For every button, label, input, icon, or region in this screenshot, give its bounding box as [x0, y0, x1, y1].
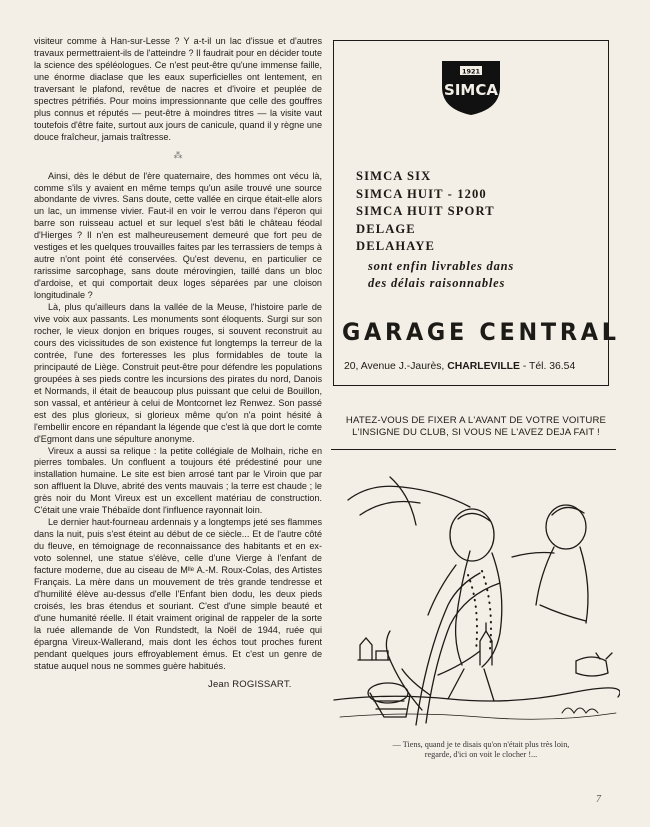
simca-logo-icon	[438, 57, 504, 117]
paragraph-5: Le dernier haut-fourneau ardennais y a longtemps jeté ses flammes dans la nuit, puis s'est éteint au début de ce siècle... Et de l'autre côté du fleuve, en témoignage de reconnaissance des habitants et en ex-voto solennel, une statue s'élève, celle d'une Vierge à l'enfant de facture moderne, due au ciseau de Mˡˡᵉ A.-M. Roux-Colas, des Artistes Français. La mère dans un mouvement de très grande tendresse et d'humilité élève au-dessus d'elle l'Enfant bien dodu, les deux pieds croisés, les bras étendus et souriant. C'est d'une simple beauté et d'une humanité réelle. Il était vraiment original de rappeler de la sorte la ruée allemande de Von Rundstedt, la Noël de 1944, ruée qui épargna Vireux-Wallerand, mais dont les échos tout proches furent pendant quelques jours effroyablement émus. Et c'est un genre de statue auquel nous ne sommes guère habitués.	[34, 517, 322, 671]
author-signature: Jean ROGISSART.	[208, 678, 292, 690]
tagline-line-2: des délais raisonnables	[368, 276, 506, 290]
model-item: DELAGE	[356, 221, 416, 236]
address-city: CHARLEVILLE	[447, 361, 520, 372]
page-number: 7	[596, 794, 601, 805]
article-column	[34, 36, 322, 690]
caption-line-2: regarde, d'ici on voit le clocher !...	[424, 750, 538, 759]
notice-divider	[331, 449, 616, 450]
paragraph-1: visiteur comme à Han-sur-Lesse ? Y a-t-il un lac d'issue et d'autres travaux permettraient-ils de l'atteindre ? Il faudrait pour en décider toute la science des spéléologues. Ce n'est peut-être qu'une immense faille, une énorme diaclase que les eaux superficielles ont lentement, en traversant le plafond, revêtue de nacres et d'ivoire et peuplée de spectres pétrifiés. Pour moins impressionnante que celle des gouffres plus connus et réputés — peut-être à moindres titres — la visite vaut toutefois d'être faite, surtout aux jours de canicule, quand il y règne une douce fraîcheur, jamais traîtresse.	[34, 36, 322, 142]
garage-name: GARAGE CENTRAL	[342, 318, 620, 346]
paragraph-4: Vireux a aussi sa relique : la petite collégiale de Molhain, riche en pierres tombales. Un confluent a toujours été prédestiné pour une installation humaine. Le site est bien arrosé tant par le Viroin que par son affluent la Dluve, abrité des vents mauvais ; la terre est chaude ; le grès noir du Mont Vireux est un excellent matériau de construction. C'était une vraie Thébaïde dont l'influence rayonnait loin.	[34, 445, 322, 516]
club-notice	[331, 415, 621, 439]
paragraph-3: Là, plus qu'ailleurs dans la vallée de la Meuse, l'histoire parle de vive voix aux passants. Les monuments sont éloquents. Surgi sur son rocher, le vieux donjon en briques rouges, si souvent reconstruit au cours des vicissitudes de son existence fut longtemps la terreur de la contrée, l'une des forteresses les plus formidables de toute la principauté de Liège. Construit peut-être pour défendre les populations groupées à ses pieds contre les incursions des pirates du nord, Danois et Normands, il était de beaucoup plus puissant que celui de Bouillon, son vassal, et antérieur à celui de Montcornet lez Renwez. Son passé est des plus glorieux, si glorieux même qu'on n'a point hésité à l'embellir encore en répandant la légende que c'est là que dort le comte d'Egmont dans une sépulture anonyme.	[34, 302, 322, 444]
logo-crest-text: 1921	[461, 67, 481, 76]
tagline-line-1: sont enfin livrables dans	[368, 259, 515, 273]
cartoon-illustration	[330, 455, 620, 745]
section-separator: ⁂	[173, 149, 183, 160]
cartoon-caption	[346, 740, 616, 760]
model-list	[356, 168, 495, 256]
address-street: 20, Avenue J.-Jaurès,	[344, 361, 445, 372]
ad-tagline	[368, 258, 514, 292]
model-item: SIMCA SIX	[356, 169, 432, 183]
model-item: DELAHAYE	[356, 239, 436, 254]
garage-address	[344, 361, 575, 372]
paragraph-2: Ainsi, dès le début de l'ère quaternaire, des hommes ont vécu là, comme s'ils y avaient en même temps qu'un asile trouvé une source abondante de vivres. Sans doute, cette vallée en cirque était-elle alors un lac, un immense vivier. Faut-il en voir le verrou dans l'éperon qui barre son ruisseau actuel et sur lequel s'est bâti le château féodal d'Hierges ? Il n'en est malheureusement demeuré que fort peu de vestiges et les quelques trouvailles faites par les terrassiers de temps à autre n'ont point été conservées. Qu'est devenu, en particulier ce rarissime sarcophage, sans doute mérovingien, taillé dans un bloc d'ardoise, et qui comportait deux loges séparées par une cloison longitudinale ?	[34, 170, 322, 301]
caption-line-1: — Tiens, quand je te disais qu'on n'était plus très loin,	[392, 740, 570, 749]
notice-line-1: HATEZ-VOUS DE FIXER A L'AVANT DE VOTRE VOITURE	[345, 415, 607, 426]
notice-line-2: L'INSIGNE DU CLUB, SI VOUS NE L'AVEZ DEJA FAIT !	[352, 427, 600, 438]
model-item: SIMCA HUIT - 1200	[356, 186, 487, 201]
address-phone: - Tél. 36.54	[522, 361, 576, 372]
model-item: SIMCA HUIT SPORT	[356, 204, 495, 219]
logo-brand-text: SIMCA	[444, 81, 498, 99]
simca-advertisement	[333, 40, 620, 386]
